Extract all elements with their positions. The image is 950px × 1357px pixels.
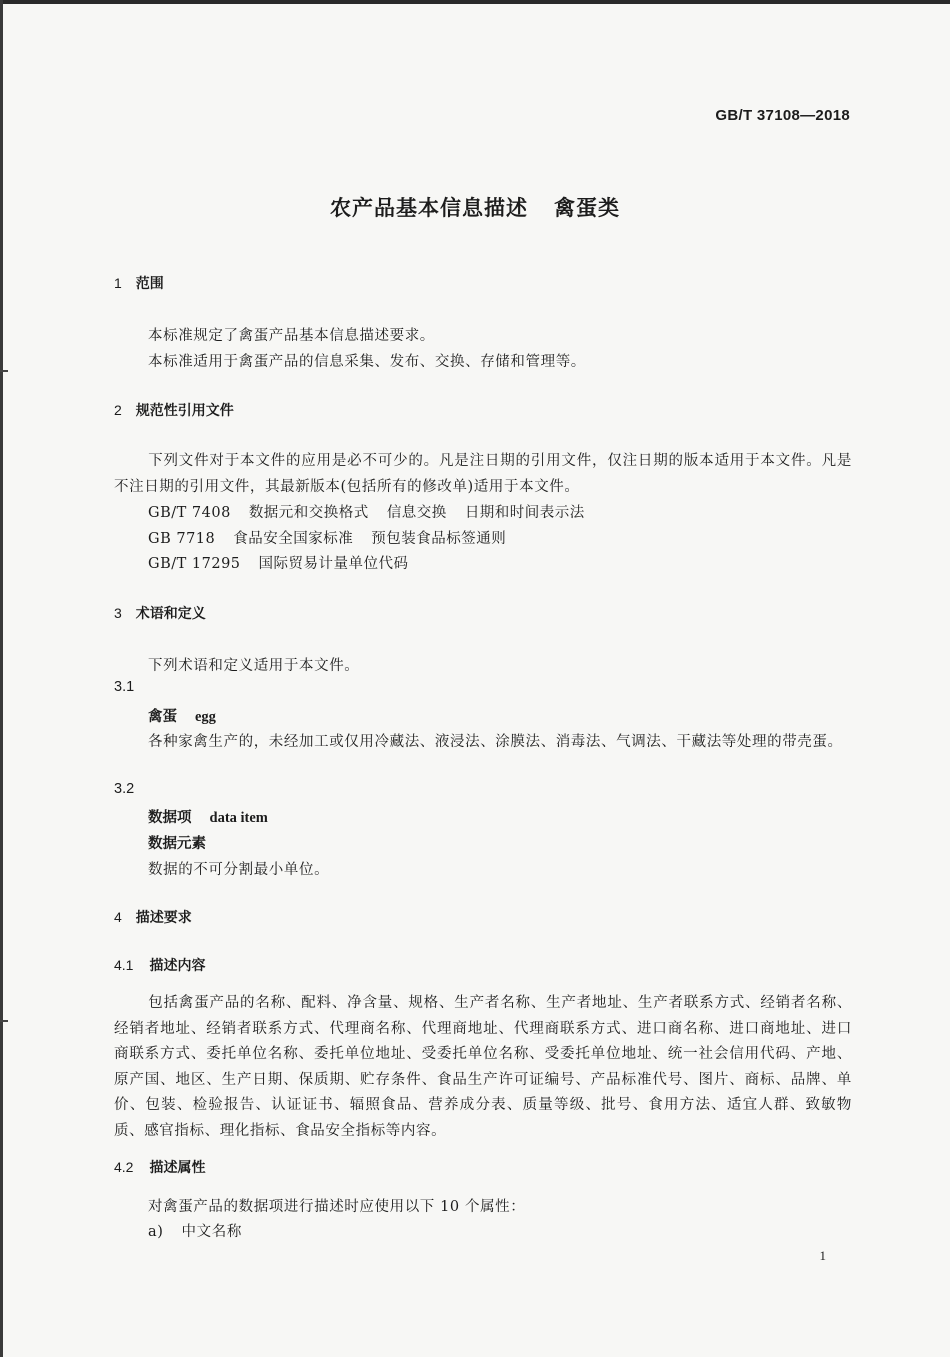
list-item: a) 中文名称 [148, 1224, 242, 1240]
section-4-2-heading: 4.2 描述属性 [114, 1159, 206, 1176]
term-3-2-alt: 数据元素 [148, 836, 206, 852]
reference-row: GB/T 7408 数据元和交换格式 信息交换 日期和时间表示法 [148, 505, 585, 521]
section-1-para-2: 本标准适用于禽蛋产品的信息采集、发布、交换、存储和管理等。 [148, 354, 586, 370]
section-1-para-1: 本标准规定了禽蛋产品基本信息描述要求。 [148, 328, 435, 344]
section-3-intro: 下列术语和定义适用于本文件。 [148, 658, 360, 674]
section-4-1-content: 包括禽蛋产品的名称、配料、净含量、规格、生产者名称、生产者地址、生产者联系方式、经销者名称、经销者地址、经销者联系方式、代理商名称、代理商地址、代理商联系方式、进口商名称、进口商地址、进口商联系方式、委托单位名称、委托单位地址、受委托单位名称、受委托单位地址、统一社会信用代码、产地、原产国、地区、生产日期、保质期、贮存条件、食品生产许可证编号、产品标准代号、图片、商标、品牌、单价、包装、检验报告、认证证书、辐照食品、营养成分表、质量等级、批号、食用方法、适宜人群、致敏物质、感官指标、理化指标、食品安全指标等内容。 [114, 995, 852, 1139]
scan-tick [0, 1020, 8, 1022]
term-3-2-definition: 数据的不可分割最小单位。 [148, 862, 330, 878]
reference-row: GB/T 17295 国际贸易计量单位代码 [148, 556, 409, 572]
term-3-2-number: 3.2 [114, 781, 135, 797]
section-4-1-heading: 4.1 描述内容 [114, 957, 206, 974]
standard-code: GB/T 37108—2018 [715, 107, 850, 124]
section-4-2-intro: 对禽蛋产品的数据项进行描述时应使用以下 10 个属性： [148, 1199, 526, 1215]
section-1-heading: 1 范围 [114, 275, 164, 292]
document-title [0, 192, 950, 222]
title-main: 农产品基本信息描述 [330, 196, 528, 220]
reference-row: GB 7718 食品安全国家标准 预包装食品标签通则 [148, 531, 507, 547]
page-number: 1 [819, 1248, 826, 1263]
scan-tick [0, 370, 8, 372]
term-3-2: 数据项 data item [148, 810, 268, 826]
term-3-1-definition: 各种家禽生产的，未经加工或仅用冷藏法、液浸法、涂膜法、消毒法、气调法、干藏法等处理的带壳蛋。 [148, 734, 843, 750]
section-2-heading: 2 规范性引用文件 [114, 402, 234, 419]
term-3-1-number: 3.1 [114, 679, 135, 695]
section-4-heading: 4 描述要求 [114, 909, 192, 926]
section-2-intro: 下列文件对于本文件的应用是必不可少的。凡是注日期的引用文件，仅注日期的版本适用于本文件。凡是不注日期的引用文件，其最新版本(包括所有的修改单)适用于本文件。 [114, 453, 852, 495]
term-3-1: 禽蛋 egg [148, 709, 216, 725]
scan-edge-top [0, 0, 950, 4]
section-3-heading: 3 术语和定义 [114, 605, 206, 622]
title-sub: 禽蛋类 [554, 196, 620, 220]
